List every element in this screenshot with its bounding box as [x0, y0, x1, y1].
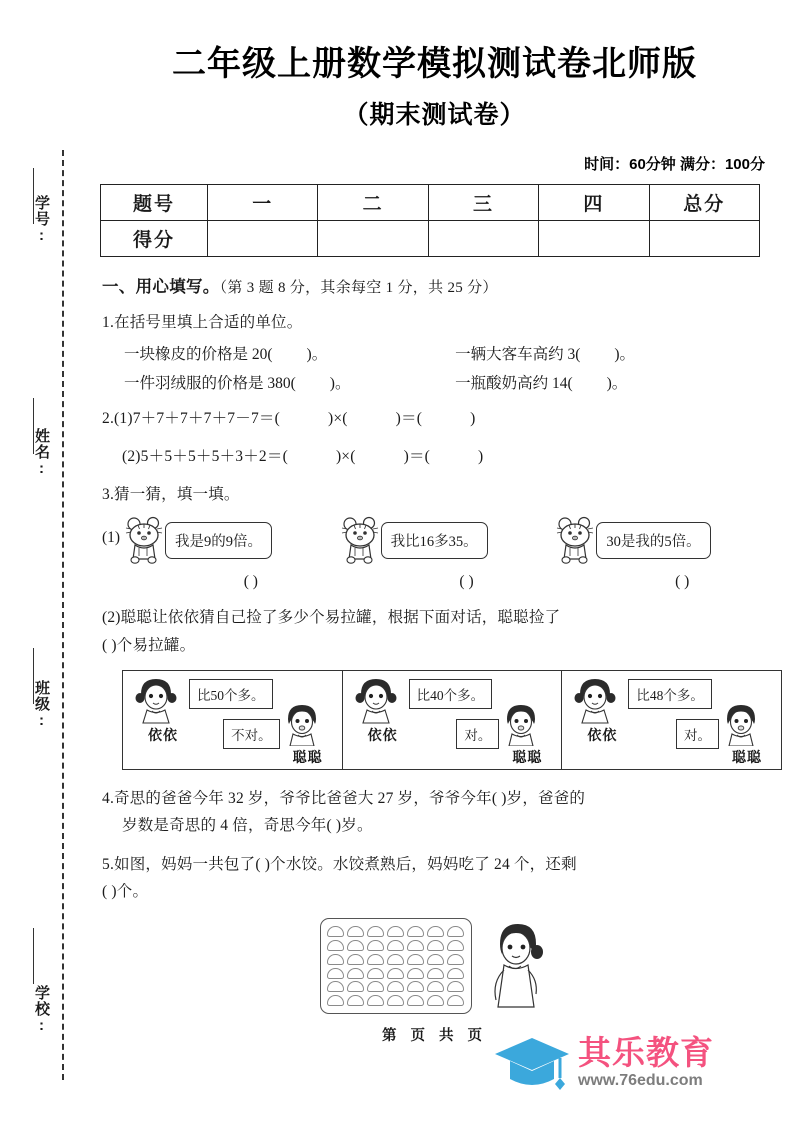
- boy-face-icon: [719, 702, 775, 746]
- mother-figure-icon: [478, 918, 550, 1014]
- question-1-item-1: [124, 342, 455, 364]
- boy-speech-bubble-1: 不对。: [223, 719, 280, 749]
- dumpling-icon: [347, 940, 364, 951]
- dumpling-icon: [447, 981, 464, 992]
- tiger-speech-bubble-3: 30是我的5倍。: [596, 522, 710, 559]
- page-subtitle: （期末测试卷）: [343, 101, 526, 129]
- dumpling-icon: [347, 981, 364, 992]
- watermark-url: www.76edu.com: [578, 1071, 703, 1089]
- dumpling-icon: [407, 926, 424, 937]
- dumpling-icon: [347, 968, 364, 979]
- dumpling-icon: [427, 981, 444, 992]
- boy-character-3: [719, 702, 775, 767]
- left-margin: [0, 0, 72, 1122]
- q2-2-tail: )＝(: [403, 448, 431, 466]
- q1-item-2-text: 一辆大客车高约 3(: [455, 346, 581, 364]
- tiger-answer-blank-1[interactable]: ( ): [243, 573, 258, 591]
- girl-character-1: [131, 676, 195, 745]
- score-table: [100, 184, 760, 257]
- question-1-row-2: [124, 371, 769, 393]
- dumpling-icon: [387, 926, 404, 937]
- question-5-line-1: 5.如图，妈妈一共包了( )个水饺。水饺煮熟后，妈妈吃了 24 个，还剩: [102, 855, 577, 873]
- dumpling-icon: [427, 940, 444, 951]
- score-cell-1[interactable]: [208, 221, 318, 257]
- girl-speech-bubble-3: 比48个多。: [628, 679, 712, 709]
- girl-face-icon: [570, 676, 634, 724]
- score-table-header-label: 题号: [101, 185, 208, 221]
- q2-2-head: (2)5＋5＋5＋5＋3＋2＝(: [122, 448, 288, 466]
- question-1-row-1: [124, 342, 769, 364]
- tiger-speech-bubble-1: 我是9的9倍。: [165, 522, 272, 559]
- boy-name-label-1: 聪聪: [292, 750, 323, 766]
- girl-name-label-1: 依依: [148, 728, 178, 744]
- dumpling-icon: [407, 995, 424, 1006]
- question-1-item-4: [455, 371, 769, 393]
- exam-meta-info: 时间：60分钟 满分：100分: [584, 156, 765, 173]
- margin-label-name: 姓名:: [33, 428, 50, 478]
- girl-name-label-2: 依依: [367, 728, 398, 744]
- question-1-stem: 1.在括号里填上合适的单位。: [102, 314, 303, 331]
- dumpling-icon: [367, 968, 384, 979]
- page-number-footer: 第 页 共 页: [381, 1028, 488, 1045]
- dialog-illustration-box: [122, 670, 782, 770]
- girl-speech-bubble-2: 比40个多。: [409, 679, 493, 709]
- dumpling-icon: [427, 954, 444, 965]
- score-table-header-2: 二: [318, 185, 428, 221]
- dumpling-icon: [387, 995, 404, 1006]
- dumpling-icon: [367, 954, 384, 965]
- q2-2-mid: )×(: [335, 448, 356, 466]
- question-4-line-1: 4.奇思的爸爸今年 32 岁，爷爷比爸爸大 27 岁，爷爷今年( )岁，爸爸的: [102, 789, 586, 807]
- section-1-heading: [102, 273, 769, 297]
- dumpling-icon: [347, 995, 364, 1006]
- tiger-answer-blank-2[interactable]: ( ): [459, 573, 474, 591]
- dumpling-icon: [447, 926, 464, 937]
- question-1-item-2: [455, 342, 769, 364]
- q1-item-4-text: 一瓶酸奶高约 14(: [455, 375, 573, 393]
- dumpling-icon: [387, 954, 404, 965]
- q1-item-1-close: )。: [306, 346, 328, 364]
- girl-character-2: [351, 676, 415, 745]
- watermark-text-column: [578, 1036, 714, 1089]
- dumpling-icon: [367, 926, 384, 937]
- tiger-guess-item-2: [338, 515, 554, 591]
- q2-2-end: ): [478, 448, 484, 466]
- dumpling-icon: [327, 926, 344, 937]
- q1-item-3-close: )。: [329, 375, 351, 393]
- dumpling-icon: [367, 940, 384, 951]
- question-1-item-3: [124, 371, 455, 393]
- dumpling-icon: [407, 981, 424, 992]
- margin-dashed-line: [62, 150, 64, 1080]
- score-table-header-4: 四: [539, 185, 649, 221]
- girl-name-label-3: 依依: [587, 728, 618, 744]
- score-cell-4[interactable]: [539, 221, 649, 257]
- tiger-icon: [122, 515, 168, 565]
- tiger-guess-row: [122, 515, 769, 591]
- dumpling-tray: [320, 918, 472, 1014]
- margin-label-school: 学校:: [33, 985, 50, 1035]
- score-table-header-total: 总分: [649, 185, 759, 221]
- dialog-panel-1: [123, 671, 343, 769]
- table-row: [101, 221, 760, 257]
- question-4-line-2: 岁数是奇思的 4 倍，奇思今年( )岁。: [122, 816, 373, 834]
- dumpling-icon: [347, 926, 364, 937]
- margin-label-student-id: 学号:: [33, 195, 50, 245]
- question-2-line-1: [102, 406, 769, 431]
- q1-item-1-text: 一块橡皮的价格是 20(: [124, 346, 273, 364]
- question-3-sub2-line-2[interactable]: ( )个易拉罐。: [102, 636, 196, 654]
- score-row-label: 得分: [101, 221, 208, 257]
- table-row: [101, 185, 760, 221]
- dumpling-icon: [367, 995, 384, 1006]
- dumpling-icon: [407, 968, 424, 979]
- dumpling-icon: [327, 995, 344, 1006]
- score-cell-2[interactable]: [318, 221, 428, 257]
- score-cell-total[interactable]: [649, 221, 759, 257]
- dumpling-icon: [327, 968, 344, 979]
- margin-label-class: 班级:: [33, 680, 50, 730]
- q1-item-3-text: 一件羽绒服的价格是 380(: [124, 375, 296, 393]
- tiger-guess-item-1: [122, 515, 338, 591]
- exam-sheet: [76, 0, 793, 1122]
- watermark-logo: [494, 1032, 714, 1094]
- dumpling-icon: [347, 954, 364, 965]
- dumpling-figure: [100, 918, 769, 1014]
- question-2-line-2: [122, 444, 769, 469]
- dialog-panel-3: [562, 671, 781, 769]
- question-3-stem: 3.猜一猜，填一填。: [102, 486, 240, 504]
- boy-face-icon: [499, 702, 555, 746]
- watermark-brand: 其乐教育: [578, 1034, 714, 1072]
- question-3-sub1-label: (1): [102, 529, 121, 547]
- score-table-header-1: 一: [208, 185, 318, 221]
- boy-name-label-2: 聪聪: [512, 750, 543, 766]
- boy-character-1: [280, 702, 336, 767]
- tiger-icon: [338, 515, 384, 565]
- boy-speech-bubble-2: 对。: [456, 719, 499, 749]
- dumpling-icon: [447, 968, 464, 979]
- q2-1-head: 2.(1)7＋7＋7＋7＋7－7＝(: [102, 410, 280, 428]
- dumpling-icon: [427, 926, 444, 937]
- boy-speech-bubble-3: 对。: [676, 719, 719, 749]
- score-cell-3[interactable]: [428, 221, 538, 257]
- dumpling-icon: [327, 954, 344, 965]
- dumpling-icon: [407, 940, 424, 951]
- graduation-cap-icon: [494, 1032, 570, 1094]
- tiger-answer-blank-3[interactable]: ( ): [675, 573, 690, 591]
- dumpling-icon: [387, 940, 404, 951]
- tiger-icon: [553, 515, 599, 565]
- dumpling-icon: [387, 968, 404, 979]
- boy-character-2: [499, 702, 555, 767]
- page-title: 二年级上册数学模拟测试卷北师版: [172, 45, 697, 83]
- dumpling-icon: [407, 954, 424, 965]
- question-3-sub2-line-1: (2)聪聪让依依猜自己捡了多少个易拉罐，根据下面对话，聪聪捡了: [102, 609, 561, 627]
- girl-face-icon: [351, 676, 415, 724]
- dumpling-icon: [447, 940, 464, 951]
- question-5-line-2[interactable]: ( )个。: [102, 882, 149, 900]
- boy-face-icon: [280, 702, 336, 746]
- q1-item-4-close: )。: [606, 375, 628, 393]
- tiger-speech-bubble-2: 我比16多35。: [381, 522, 488, 559]
- dumpling-icon: [447, 995, 464, 1006]
- dialog-panel-2: [343, 671, 563, 769]
- dumpling-icon: [387, 981, 404, 992]
- dumpling-icon: [427, 995, 444, 1006]
- section-1-worth: （第 3 题 8 分，其余每空 1 分，共 25 分）: [219, 280, 498, 296]
- dumpling-icon: [367, 981, 384, 992]
- dumpling-icon: [327, 940, 344, 951]
- q2-1-tail: )＝(: [395, 410, 423, 428]
- girl-face-icon: [131, 676, 195, 724]
- section-1-title: 一、用心填写。: [102, 278, 220, 296]
- dumpling-icon: [327, 981, 344, 992]
- q2-1-end: ): [470, 410, 476, 428]
- dumpling-icon: [447, 954, 464, 965]
- tiger-guess-item-3: [553, 515, 769, 591]
- q2-1-mid: )×(: [327, 410, 348, 428]
- q1-item-2-close: )。: [614, 346, 636, 364]
- score-table-header-3: 三: [428, 185, 538, 221]
- girl-character-3: [570, 676, 634, 745]
- margin-divider-4: [33, 928, 34, 984]
- boy-name-label-3: 聪聪: [732, 750, 763, 766]
- dumpling-icon: [427, 968, 444, 979]
- girl-speech-bubble-1: 比50个多。: [189, 679, 273, 709]
